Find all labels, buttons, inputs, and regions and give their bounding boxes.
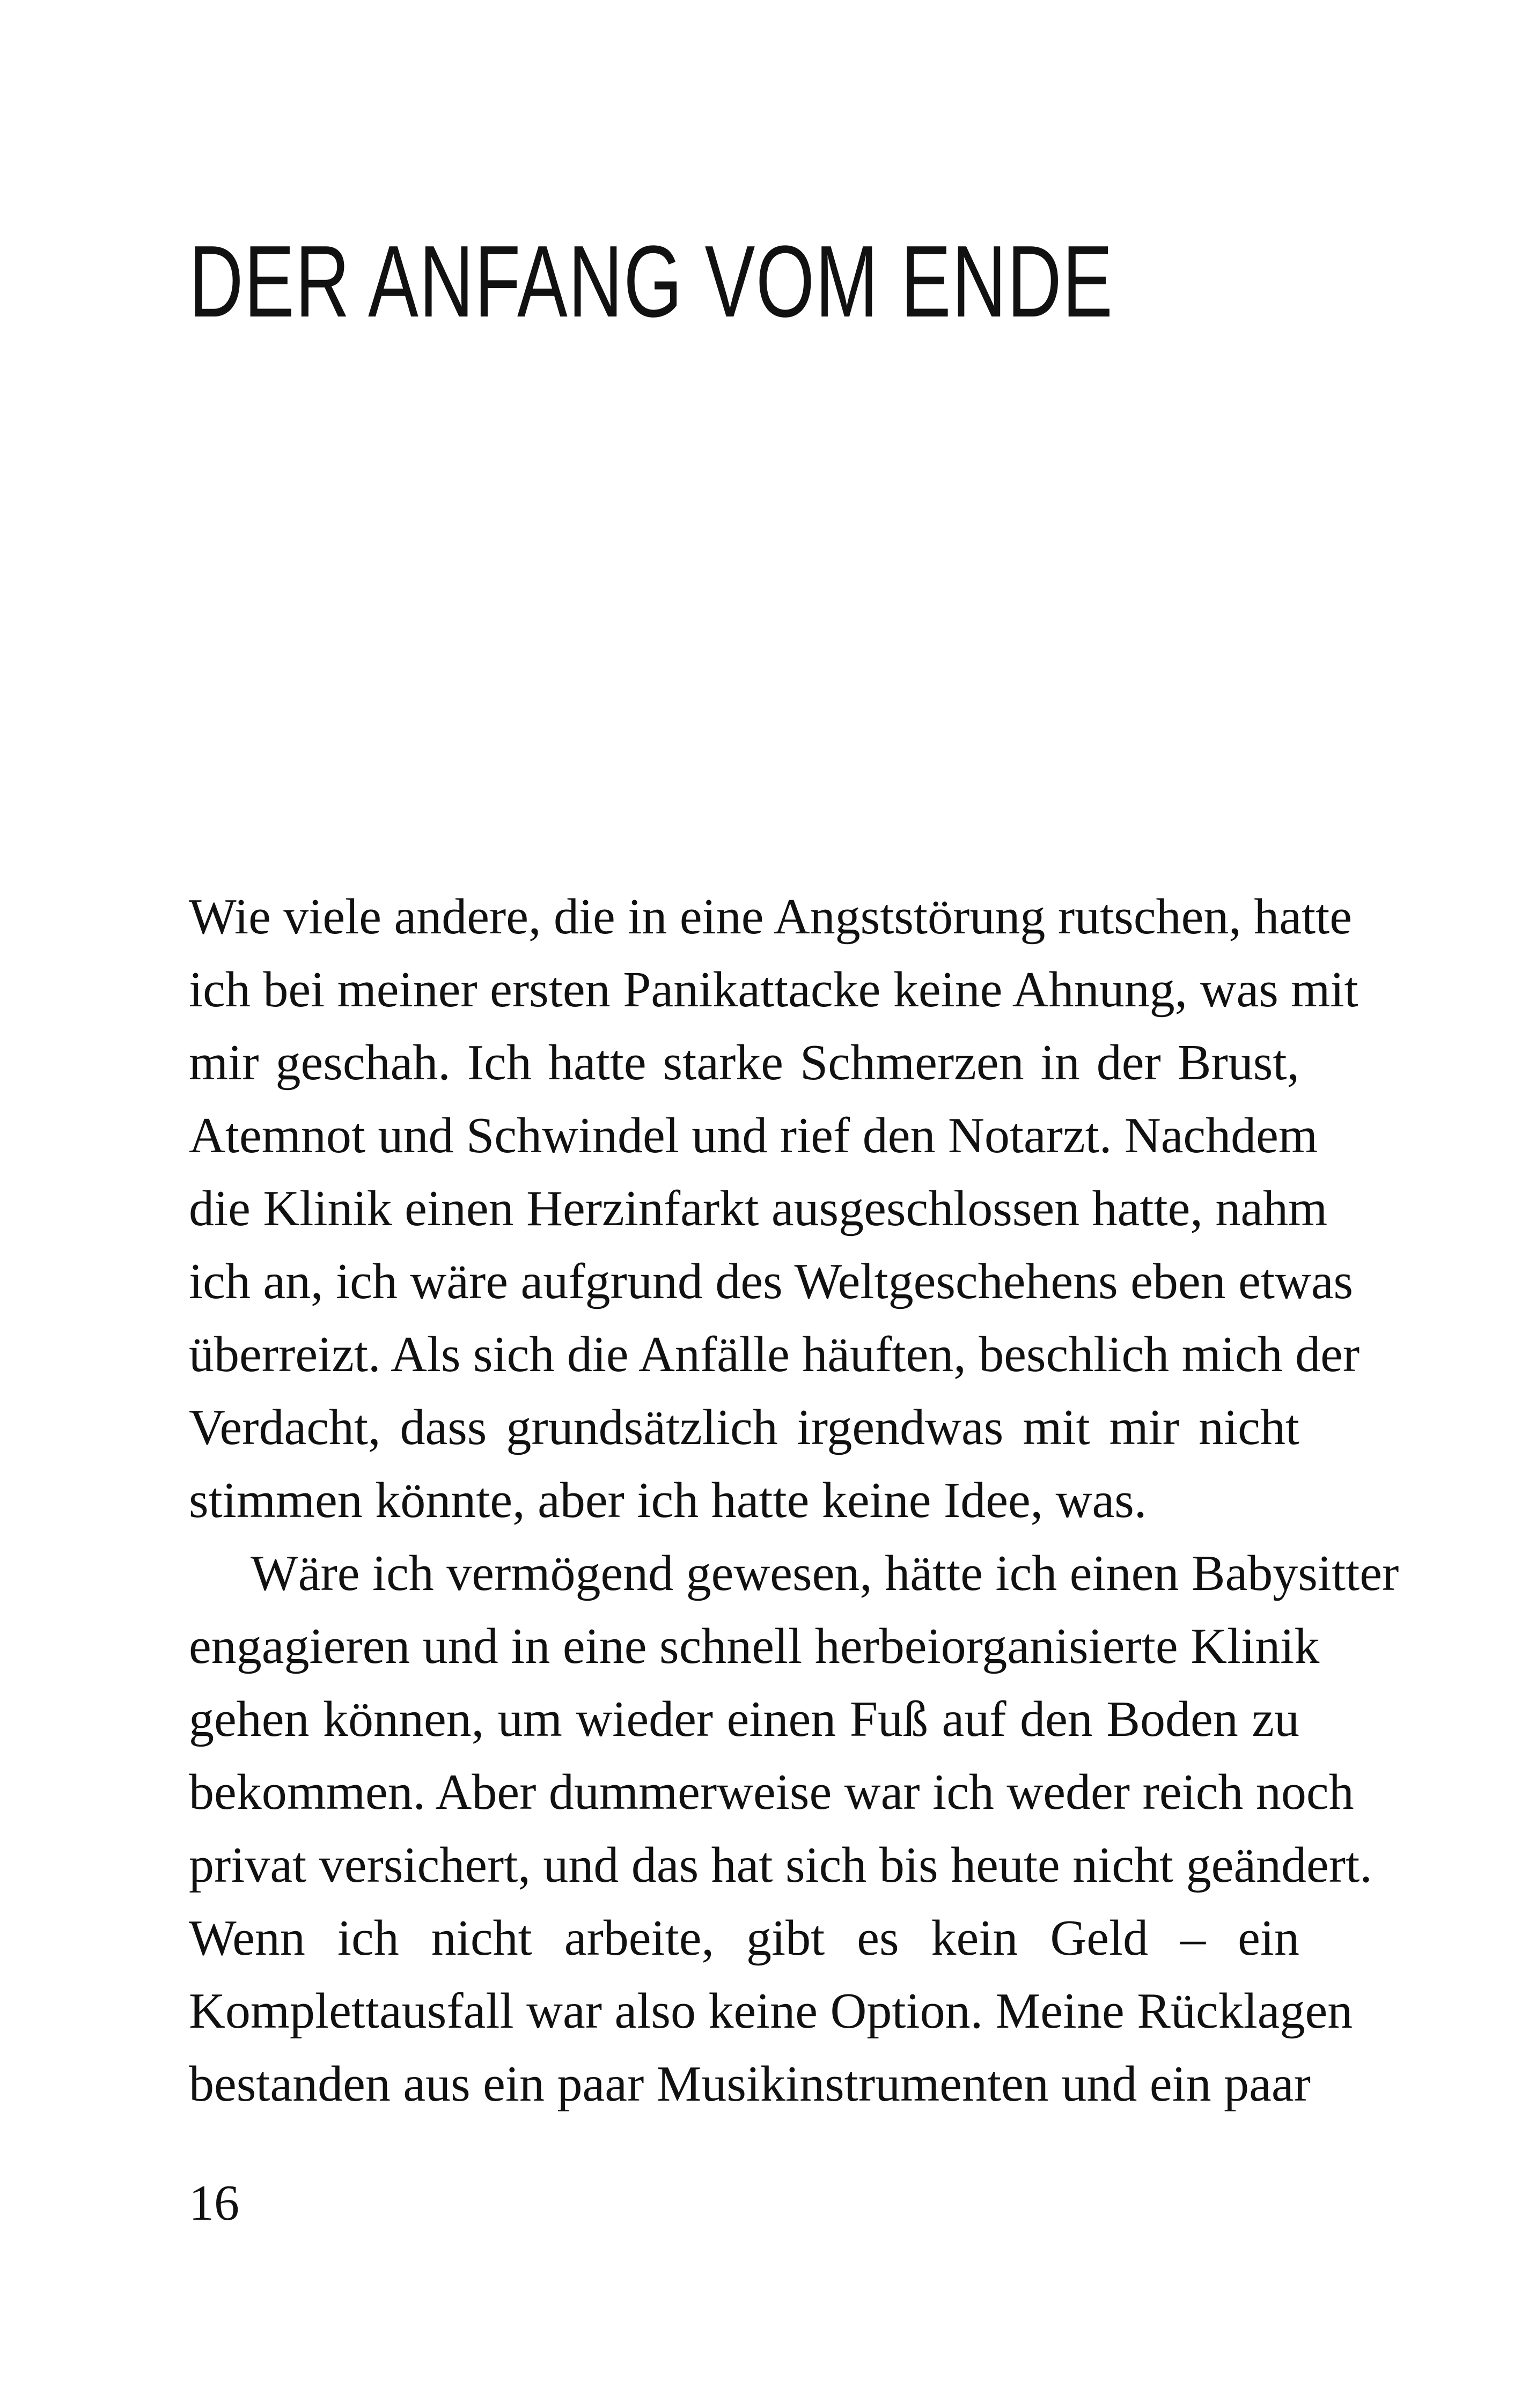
chapter-title: DER ANFANG VOM ENDE (189, 225, 1114, 338)
text-line: Komplettausfall war also keine Option. Meine Rücklagen (189, 1983, 1353, 2039)
text-line: Wenn ich nicht arbeite, gibt es kein Geld – ein (189, 1910, 1299, 1966)
text-line: stimmen könnte, aber ich hatte keine Idee, was. (189, 1472, 1147, 1528)
text-line: Atemnot und Schwindel und rief den Notarzt. Nachdem (189, 1108, 1318, 1164)
text-line: gehen können, um wieder einen Fuß auf den Boden zu (189, 1691, 1299, 1747)
text-line: Wie viele andere, die in eine Angststörung rutschen, hatte (189, 889, 1352, 945)
text-line: engagieren und in eine schnell herbeiorganisierte Klinik (189, 1618, 1320, 1674)
body-text (189, 880, 1399, 2120)
text-line: überreizt. Als sich die Anfälle häuften, beschlich mich der (189, 1327, 1360, 1382)
page-number: 16 (189, 2175, 239, 2231)
text-line: Verdacht, dass grundsätzlich irgendwas mit mir nicht (189, 1400, 1299, 1455)
paragraph (189, 1537, 1399, 2120)
paragraph (189, 880, 1360, 1537)
text-line: die Klinik einen Herzinfarkt ausgeschlossen hatte, nahm (189, 1181, 1328, 1236)
text-line: ich an, ich wäre aufgrund des Weltgeschehens eben etwas (189, 1254, 1354, 1309)
text-line: bestanden aus ein paar Musikinstrumenten und ein paar (189, 2056, 1311, 2112)
text-line: bekommen. Aber dummerweise war ich weder reich noch (189, 1764, 1354, 1820)
text-line: ich bei meiner ersten Panikattacke keine Ahnung, was mit (189, 962, 1358, 1018)
text-line: privat versichert, und das hat sich bis heute nicht geändert. (189, 1837, 1372, 1893)
text-line: mir geschah. Ich hatte starke Schmerzen in der Brust, (189, 1035, 1299, 1091)
text-line: Wäre ich vermögend gewesen, hätte ich einen Babysitter (251, 1545, 1399, 1601)
